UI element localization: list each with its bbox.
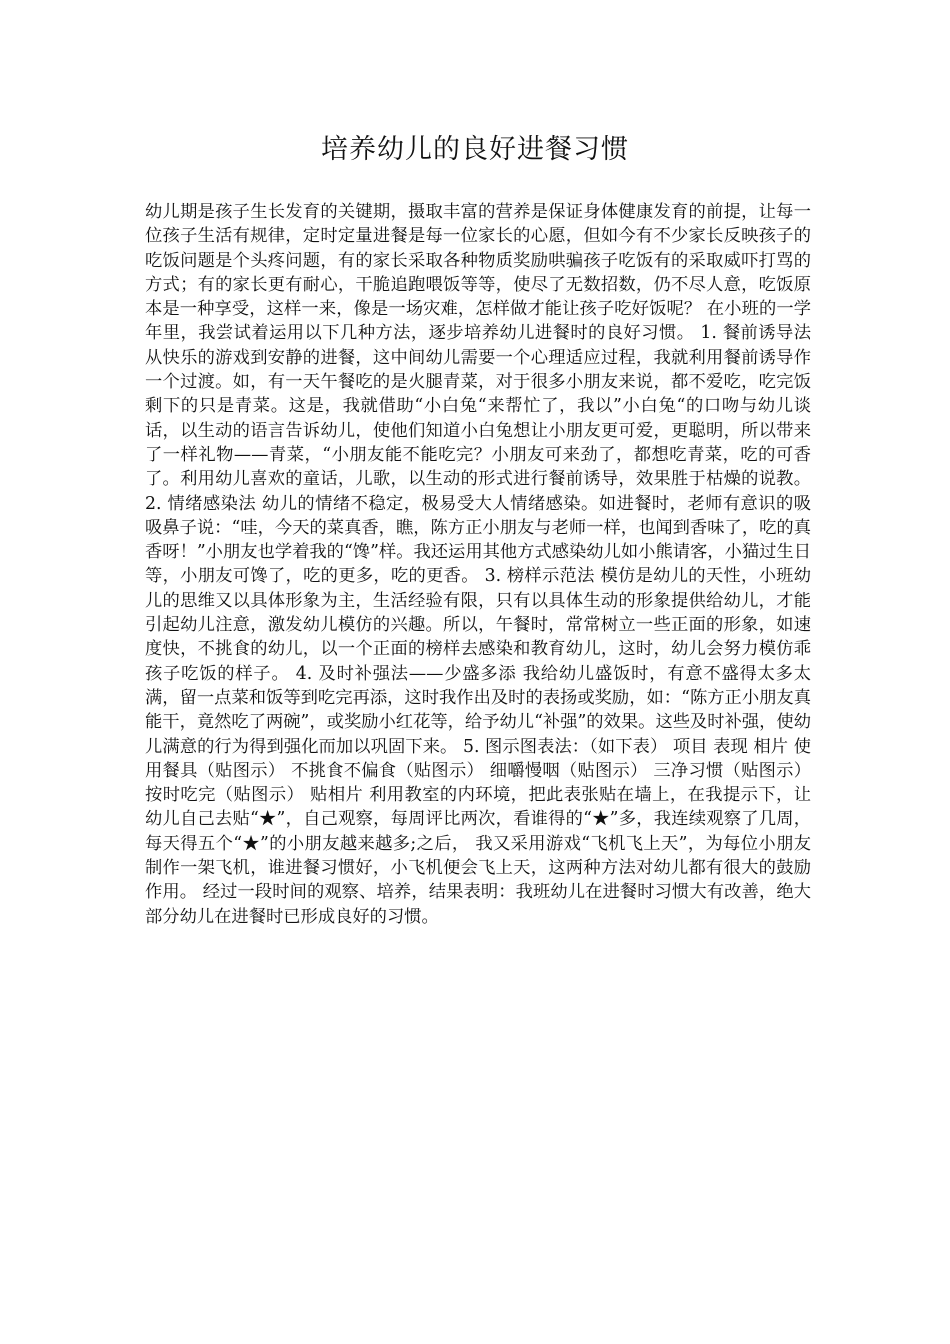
document-title: 培养幼儿的良好进餐习惯 — [321, 134, 629, 165]
document-body-paragraph: 幼儿期是孩子生长发育的关键期，摄取丰富的营养是保证身体健康发育的前提，让每一位孩子生活有规律，定时定量进餐是每一位家长的心愿，但如今有不少家长反映孩子的吃饭问题是个头疼问题，有的家长采取各种物质奖励哄骗孩子吃饭有的采取威吓打骂的方式；有的家长更有耐心，干脆追跑喂饭等等，使尽了无数招数，仍不尽人意，吃饭原本是一种享受，这样一来，像是一场灾难，怎样做才能让孩子吃好饭呢？ 在小班的一学年里，我尝试着运用以下几种方法，逐步培养幼儿进餐时的良好习惯。 1. 餐前诱导法 从快乐的游戏到安静的进餐，这中间幼儿需要一个心理适应过程，我就利用餐前诱导作一个过渡。如，有一天午餐吃的是火腿青菜，对于很多小朋友来说，都不爱吃，吃完饭剩下的只是青菜。这是，我就借助“小白兔“来帮忙了，我以”小白兔“的口吻与幼儿谈话，以生动的语言告诉幼儿，使他们知道小白兔想让小朋友更可爱，更聪明，所以带来了一样礼物——青菜，“小朋友能不能吃完？小朋友可来劲了，都想吃青菜，吃的可香了。利用幼儿喜欢的童话，儿歌，以生动的形式进行餐前诱导，效果胜于枯燥的说教。 2. 情绪感染法 幼儿的情绪不稳定，极易受大人情绪感染。如进餐时，老师有意识的吸吸鼻子说：“哇，今天的菜真香，瞧，陈方正小朋友与老师一样，也闻到香味了，吃的真香呀！”小朋友也学着我的“馋”样。我还运用其他方式感染幼儿如小熊请客，小猫过生日等，小朋友可馋了，吃的更多，吃的更香。 3. 榜样示范法 模仿是幼儿的天性，小班幼儿的思维又以具体形象为主，生活经验有限，只有以具体生动的形象提供给幼儿，才能引起幼儿注意，激发幼儿模仿的兴趣。所以，午餐时，常常树立一些正面的形象，如速度快，不挑食的幼儿，以一个正面的榜样去感染和教育幼儿，这时，幼儿会努力模仿乖孩子吃饭的样子。 4. 及时补强法——少盛多添 我给幼儿盛饭时，有意不盛得太多太满，留一点菜和饭等到吃完再添，这时我作出及时的表扬或奖励，如：“陈方正小朋友真能干，竟然吃了两碗”，或奖励小红花等，给予幼儿“补强”的效果。这些及时补强，使幼儿满意的行为得到强化而加以巩固下来。 5. 图示图表法：（如下表） 项目 表现 相片 使用餐具（贴图示） 不挑食不偏食（贴图示） 细嚼慢咽（贴图示） 三净习惯（贴图示） 按时吃完（贴图示） 贴相片 利用教室的内环境，把此表张贴在墙上，在我提示下，让幼儿自己去贴“★”，自己观察，每周评比两次，看谁得的“★”多，我连续观察了几周， 每天得五个“★”的小朋友越来越多;之后， 我又采用游戏“飞机飞上天”，为每位小朋友制作一架飞机，谁进餐习惯好，小飞机便会飞上天，这两种方法对幼儿都有很大的鼓励作用。 经过一段时间的观察、培养，结果表明：我班幼儿在进餐时习惯大有改善，绝大部分幼儿在进餐时已形成良好的习惯。 — [145, 202, 811, 927]
